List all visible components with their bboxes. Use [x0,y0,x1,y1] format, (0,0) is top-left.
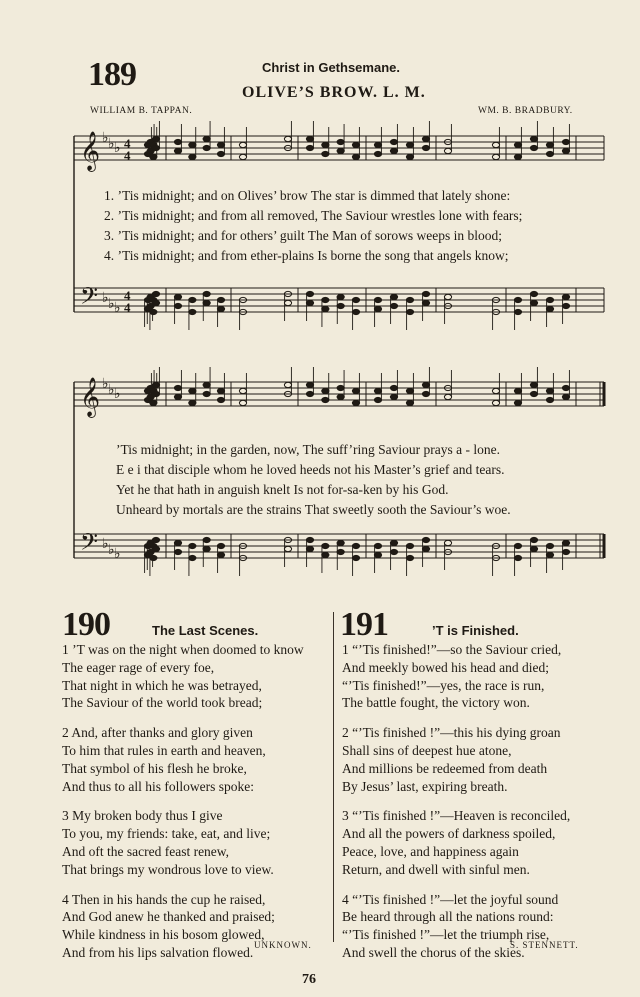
stanza-line: By Jesus’ last, expiring breath. [342,778,508,794]
note-head [530,136,537,141]
note-head [306,537,313,542]
verse-line-2b: E e i that disciple whom he loved heeds not his Master’s grief and tears. [116,462,505,477]
note-head [562,540,569,545]
note-head [152,291,159,296]
note-head [406,555,413,560]
note-head [337,294,344,299]
stanza-line: The battle fought, the victory won. [342,695,530,711]
note-head [239,388,246,393]
stanza-line: 3 My broken body thus I give [62,808,223,824]
time-signature: 4 [124,148,131,163]
note-head [152,537,159,542]
note-head [152,145,159,150]
stanza-line: To you, my friends: take, eat, and live; [62,826,271,842]
note-head [444,394,451,399]
note-head [492,142,499,147]
note-head [390,549,397,554]
note-head [306,136,313,141]
hymn-191-stanza-3 [342,807,570,878]
note-head [514,543,521,548]
note-head [174,303,181,308]
note-head [203,300,210,305]
note-head [174,540,181,545]
verse-line-2a: 2. ’Tis midnight; and from all removed, The Saviour wrestles lone with fears; [104,208,523,223]
note-head [337,540,344,545]
hymn-191-stanza-2 [342,724,570,795]
note-head [530,546,537,551]
note-head [546,397,553,402]
note-head [217,388,224,393]
note-head [406,142,413,147]
note-head [406,297,413,302]
note-head [530,291,537,296]
note-head [152,136,159,141]
flat-icon: ♭ [108,382,115,398]
note-head [203,546,210,551]
stanza-line: 1 ’T was on the night when doomed to know [62,642,304,657]
note-head [174,294,181,299]
note-head [514,309,521,314]
hymn-191-title: ’T is Finished. [432,623,519,638]
note-head [203,291,210,296]
note-head [352,543,359,548]
note-head [174,139,181,144]
note-head [374,552,381,557]
music-score-2 [66,364,612,594]
stanza-line: Return, and dwell with sinful men. [342,861,530,877]
note-head [239,400,246,405]
note-head [390,385,397,390]
note-head [203,136,210,141]
note-head [390,294,397,299]
note-head [152,546,159,551]
stanza-line: 4 “’Tis finished !”—let the joyful sound [342,891,559,907]
note-head [530,537,537,542]
flat-icon: ♭ [108,136,115,152]
note-head [152,300,159,305]
note-head [203,145,210,150]
note-head [322,388,329,393]
stanza-line: And all the powers of darkness spoiled, [342,826,556,842]
stanza-line: 1 “’Tis finished!”—so the Saviour cried, [342,642,562,657]
stanza-line: Shall sins of deepest hue atone, [342,742,512,758]
note-head [284,546,291,551]
stanza-line: And oft the sacred feast renew, [62,843,230,859]
music-system-2 [66,364,612,594]
note-head [374,306,381,311]
hymn-191-number: 191 [340,606,388,643]
note-head [352,309,359,314]
note-head [189,388,196,393]
note-head [189,400,196,405]
note-head [203,382,210,387]
stanza-line: The eager rage of every foe, [62,659,215,675]
hymn-190-title: The Last Scenes. [152,623,259,638]
stanza-line: 2 “’Tis finished !”—this his dying groan [342,725,561,741]
note-head [390,394,397,399]
hymn-191-text [342,641,570,974]
note-head [322,151,329,156]
note-head [306,300,313,305]
note-head [514,400,521,405]
stanza-line: 3 “’Tis finished !”—Heaven is reconciled, [342,808,571,824]
note-head [562,385,569,390]
note-head [352,297,359,302]
note-head [406,309,413,314]
stanza-line: While kindness in his bosom glowed, [62,927,265,943]
note-head [546,543,553,548]
note-head [422,391,429,396]
hymn-189-composer: WM. B. BRADBURY. [478,106,573,116]
note-head [530,382,537,387]
hymn-190-number: 190 [62,606,110,643]
flat-icon: ♭ [114,140,121,156]
verse-line-4a: 4. ’Tis midnight; and from ether-plains Is borne the song that angels know; [104,248,509,263]
note-head [406,543,413,548]
flat-icon: ♭ [102,376,109,392]
stanza-line: And meekly bowed his head and died; [342,659,549,675]
note-head [390,139,397,144]
note-head [374,151,381,156]
note-head [189,555,196,560]
note-head [422,300,429,305]
flat-icon: ♭ [108,296,115,312]
note-head [337,394,344,399]
stanza-line: To him that rules in earth and heaven, [62,742,266,758]
flat-icon: ♭ [114,300,121,316]
note-head [406,388,413,393]
note-head [174,394,181,399]
note-head [203,537,210,542]
flat-icon: ♭ [114,546,121,562]
verse-line-1a: 1. ’Tis midnight; and on Olives’ brow The star is dimmed that lately shone: [104,188,511,203]
note-head [174,549,181,554]
stanza-line: The Saviour of the world took bread; [62,695,263,711]
verse-line-3b: Yet he that hath in anguish knelt Is not for-sa-ken by his God. [116,482,449,497]
flat-icon: ♭ [108,542,115,558]
note-head [152,382,159,387]
note-head [514,297,521,302]
note-head [530,300,537,305]
note-head [444,540,451,545]
note-head [444,148,451,153]
note-head [306,546,313,551]
note-head [239,154,246,159]
note-head [562,549,569,554]
verse-line-3a: 3. ’Tis midnight; and for others’ guilt The Man of sorows weeps in blood; [104,228,502,243]
bass-clef-icon: 𝄢 [80,528,99,561]
note-head [530,145,537,150]
note-head [337,385,344,390]
note-head [322,552,329,557]
note-head [546,388,553,393]
page-number: 76 [302,972,316,987]
note-head [306,382,313,387]
note-head [322,142,329,147]
note-head [514,388,521,393]
hymn-191-author: S. STENNETT. [510,940,579,950]
note-head [284,136,291,141]
note-head [492,388,499,393]
stanza-line: “’Tis finished !”—let the triumph rise, [342,927,550,943]
stanza-line: 4 Then in his hands the cup he raised, [62,891,266,907]
stanza-line: That brings my wondrous love to view. [62,861,274,877]
hymn-189-lyricist: WILLIAM B. TAPPAN. [90,106,193,116]
note-head [422,145,429,150]
note-head [352,400,359,405]
note-head [217,543,224,548]
note-head [189,309,196,314]
verse-line-1b: ’Tis midnight; in the garden, now, The suff’ring Saviour prays a - lone. [116,442,500,457]
note-head [150,400,157,405]
note-head [203,391,210,396]
stanza-line: That night in which he was betrayed, [62,677,262,693]
note-head [406,400,413,405]
note-head [374,297,381,302]
stanza-line: Peace, love, and happiness again [342,843,519,859]
bass-clef-icon: 𝄢 [80,282,99,315]
note-head [306,291,313,296]
note-head [217,306,224,311]
note-head [530,391,537,396]
hymn-190-stanza-4 [62,891,304,962]
note-head [217,397,224,402]
note-head [189,297,196,302]
stanza-line: 2 And, after thanks and glory given [62,725,253,741]
note-head [562,139,569,144]
note-head [390,148,397,153]
treble-clef-icon: 𝄞 [80,131,101,171]
stanza-line: That symbol of his flesh he broke, [62,760,247,776]
stanza-line: And millions be redeemed from death [342,760,548,776]
note-head [374,543,381,548]
note-head [337,303,344,308]
note-head [562,394,569,399]
note-head [422,291,429,296]
flat-icon: ♭ [102,536,109,552]
note-head [337,139,344,144]
note-head [150,555,157,560]
note-head [444,294,451,299]
note-head [422,136,429,141]
time-signature: 4 [124,288,131,303]
note-head [306,145,313,150]
note-head [306,391,313,396]
note-head [322,543,329,548]
stanza-line: And thus to all his followers spoke: [62,778,254,794]
note-head [546,297,553,302]
note-head [174,385,181,390]
hymn-190-text [62,641,304,974]
note-head [322,397,329,402]
note-head [322,306,329,311]
stanza-line: And God anew he thanked and praised; [62,909,275,925]
note-head [422,546,429,551]
note-head [406,154,413,159]
note-head [352,142,359,147]
hymn-190-stanza-1 [62,641,304,712]
note-head [422,382,429,387]
flat-icon: ♭ [102,290,109,306]
stanza-line: Be heard through all the nations round: [342,909,554,925]
note-head [284,382,291,387]
hymn-191-stanza-1 [342,641,570,712]
note-head [352,388,359,393]
stanza-line: “’Tis finished!”—yes, the race is run, [342,677,545,693]
note-head [152,391,159,396]
hymn-191-stanza-4 [342,891,570,962]
hymn-190-author: UNKNOWN. [254,940,312,950]
time-signature: 4 [124,300,131,315]
note-head [562,303,569,308]
note-head [514,154,521,159]
note-head [374,142,381,147]
time-signature: 4 [124,136,131,151]
note-head [514,555,521,560]
note-head [422,537,429,542]
hymn-189-subtitle: Christ in Gethsemane. [262,60,400,75]
flat-icon: ♭ [102,130,109,146]
note-head [514,142,521,147]
note-head [217,552,224,557]
note-head [217,142,224,147]
note-head [390,303,397,308]
note-head [546,151,553,156]
note-head [239,142,246,147]
note-head [337,148,344,153]
note-head [189,142,196,147]
note-head [352,154,359,159]
treble-clef-icon: 𝄞 [80,377,101,417]
note-head [189,154,196,159]
hymn-189-number: 189 [88,56,136,93]
note-head [562,148,569,153]
note-head [374,397,381,402]
note-head [546,142,553,147]
verse-line-4b: Unheard by mortals are the strains That sweetly sooth the Saviour’s woe. [116,502,511,517]
note-head [492,154,499,159]
note-head [390,540,397,545]
note-head [374,388,381,393]
note-head [322,297,329,302]
column-divider [333,612,334,942]
note-head [174,148,181,153]
note-head [189,543,196,548]
flat-icon: ♭ [114,386,121,402]
hymn-189-tune: OLIVE’S BROW. L. M. [242,84,426,101]
stanza-line: And from his lips salvation flowed. [62,944,254,960]
note-head [546,306,553,311]
note-head [217,151,224,156]
note-head [217,297,224,302]
stanza-line: And swell the chorus of the skies. [342,944,525,960]
note-head [150,154,157,159]
note-head [352,555,359,560]
note-head [492,400,499,405]
note-head [284,300,291,305]
note-head [562,294,569,299]
hymn-190-stanza-3 [62,807,304,878]
note-head [546,552,553,557]
hymn-190-stanza-2 [62,724,304,795]
note-head [150,309,157,314]
note-head [337,549,344,554]
